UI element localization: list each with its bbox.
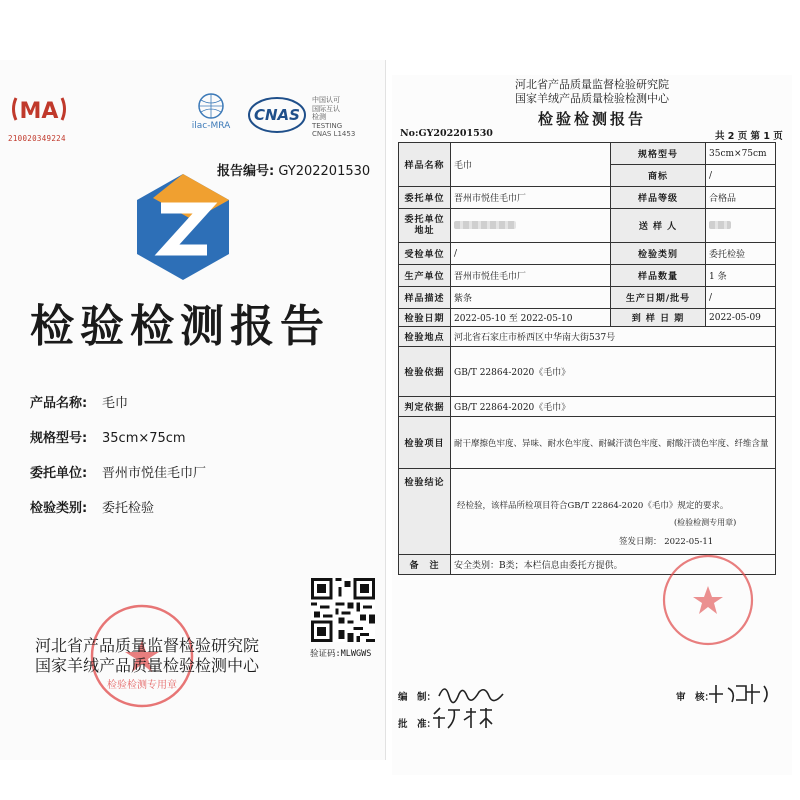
inspection-table: [398, 142, 776, 575]
ilac-mra-logo-icon: [182, 92, 240, 132]
brand-value: /: [706, 165, 776, 187]
reviewer-signature-icon: [706, 680, 776, 706]
verification-code: 验证码:MLWGWS: [310, 649, 372, 659]
cnas-logo-icon: [244, 95, 310, 135]
quantity-label: 样品数量: [611, 265, 706, 287]
test-date-value: 2022-05-10 至 2022-05-10: [451, 309, 611, 327]
institute-name: 河北省产品质量监督检验研究院: [515, 78, 669, 91]
compiler-label: 编 制：: [398, 692, 437, 703]
redacted-sender: [709, 221, 731, 229]
test-type-label: 检验类别: [611, 243, 706, 265]
location-label: 检验地点: [399, 327, 451, 347]
quantity-value: 1 条: [706, 265, 776, 287]
production-date-label: 生产日期/批号: [611, 287, 706, 309]
test-date-label: 检验日期: [399, 309, 451, 327]
remark-value: 安全类别：B类；本栏信息由委托方提供。: [451, 555, 776, 575]
conclusion-label: 检验结论: [399, 469, 451, 555]
basis-value: GB/T 22864-2020《毛巾》: [451, 347, 776, 397]
spec-value: 35cm×75cm: [706, 143, 776, 165]
spec-label: 规格型号: [611, 143, 706, 165]
judgment-basis-value: GB/T 22864-2020《毛巾》: [451, 397, 776, 417]
description-value: 紫条: [451, 287, 611, 309]
spec-row: 规格型号: 35cm×75cm: [30, 431, 186, 446]
description-label: 样品描述: [399, 287, 451, 309]
detail-title: 检验检测报告: [537, 110, 646, 128]
seal-label: 检验检测专用章: [107, 680, 177, 691]
cma-logo-icon: [10, 92, 68, 126]
basis-label: 检验依据: [399, 347, 451, 397]
sample-name-label: 样品名称: [399, 143, 451, 187]
test-items-label: 检验项目: [399, 417, 451, 469]
sample-name-value: 毛巾: [451, 143, 611, 187]
producer-value: 晋州市悦佳毛巾厂: [451, 265, 611, 287]
client-row: 委托单位: 晋州市悦佳毛巾厂: [30, 466, 207, 481]
approver-label: 批 准：: [398, 719, 437, 730]
test-type-value: 委托检验: [706, 243, 776, 265]
test-items-value: 耐干摩擦色牢度、异味、耐水色牢度、耐碱汗渍色牢度、耐酸汗渍色牢度、纤维含量: [451, 417, 776, 469]
inspected-unit-label: 受检单位: [399, 243, 451, 265]
svg-text:CNAS: CNAS: [254, 106, 300, 124]
approver-signature-icon: [430, 704, 500, 730]
brand-label: 商标: [611, 165, 706, 187]
client-address-value: [451, 209, 611, 243]
sender-label: 送 样 人: [611, 209, 706, 243]
client-value: 晋州市悦佳毛巾厂: [451, 187, 611, 209]
institute-logo-icon: [133, 172, 233, 282]
issuing-organization: 河北省产品质量监督检验研究院 国家羊绒产品质量检验检测中心: [35, 636, 260, 675]
center-name: 国家羊绒产品质量检验检测中心: [515, 92, 669, 105]
report-title: 检验检测报告: [30, 301, 330, 352]
page-indicator: 共 2 页 第 1 页: [715, 131, 783, 142]
remark-label: 备 注: [399, 555, 451, 575]
report-number: 报告编号: GY202201530: [217, 164, 371, 179]
client-label: 委托单位: [399, 187, 451, 209]
detail-seal-icon: [660, 552, 756, 648]
reviewer-label: 审 核：: [676, 692, 715, 703]
qr-code-icon[interactable]: [311, 578, 375, 642]
grade-label: 样品等级: [611, 187, 706, 209]
arrival-date-value: 2022-05-09: [706, 309, 776, 327]
product-name-row: 产品名称: 毛巾: [30, 396, 129, 411]
detail-report-number: No:GY202201530: [400, 128, 493, 139]
redacted-address: [454, 221, 516, 229]
sender-value: [706, 209, 776, 243]
cnas-accreditation-text: 中国认可 国际互认 检测 TESTING CNAS L1453: [312, 96, 356, 138]
seal-note: (检验检测专用章): [674, 518, 737, 527]
conclusion-cell: [451, 469, 776, 555]
svg-text:ilac-MRA: ilac-MRA: [191, 121, 231, 131]
location-value: 河北省石家庄市桥西区中华南大街537号: [451, 327, 776, 347]
production-date-value: /: [706, 287, 776, 309]
issue-date: 签发日期： 2022-05-11: [619, 537, 714, 547]
producer-label: 生产单位: [399, 265, 451, 287]
judgment-basis-label: 判定依据: [399, 397, 451, 417]
test-type-row: 检验类别: 委托检验: [30, 501, 155, 516]
compiler-signature-icon: [437, 678, 507, 704]
grade-value: 合格品: [706, 187, 776, 209]
cma-number: 210020349224: [8, 134, 66, 143]
client-address-label: 委托单位地址: [399, 209, 451, 243]
svg-text:MA: MA: [19, 99, 59, 124]
conclusion-text: 经检验，该样品所检项目符合GB/T 22864-2020《毛巾》规定的要求。: [457, 501, 729, 511]
arrival-date-label: 到 样 日 期: [611, 309, 706, 327]
inspected-unit-value: /: [451, 243, 611, 265]
